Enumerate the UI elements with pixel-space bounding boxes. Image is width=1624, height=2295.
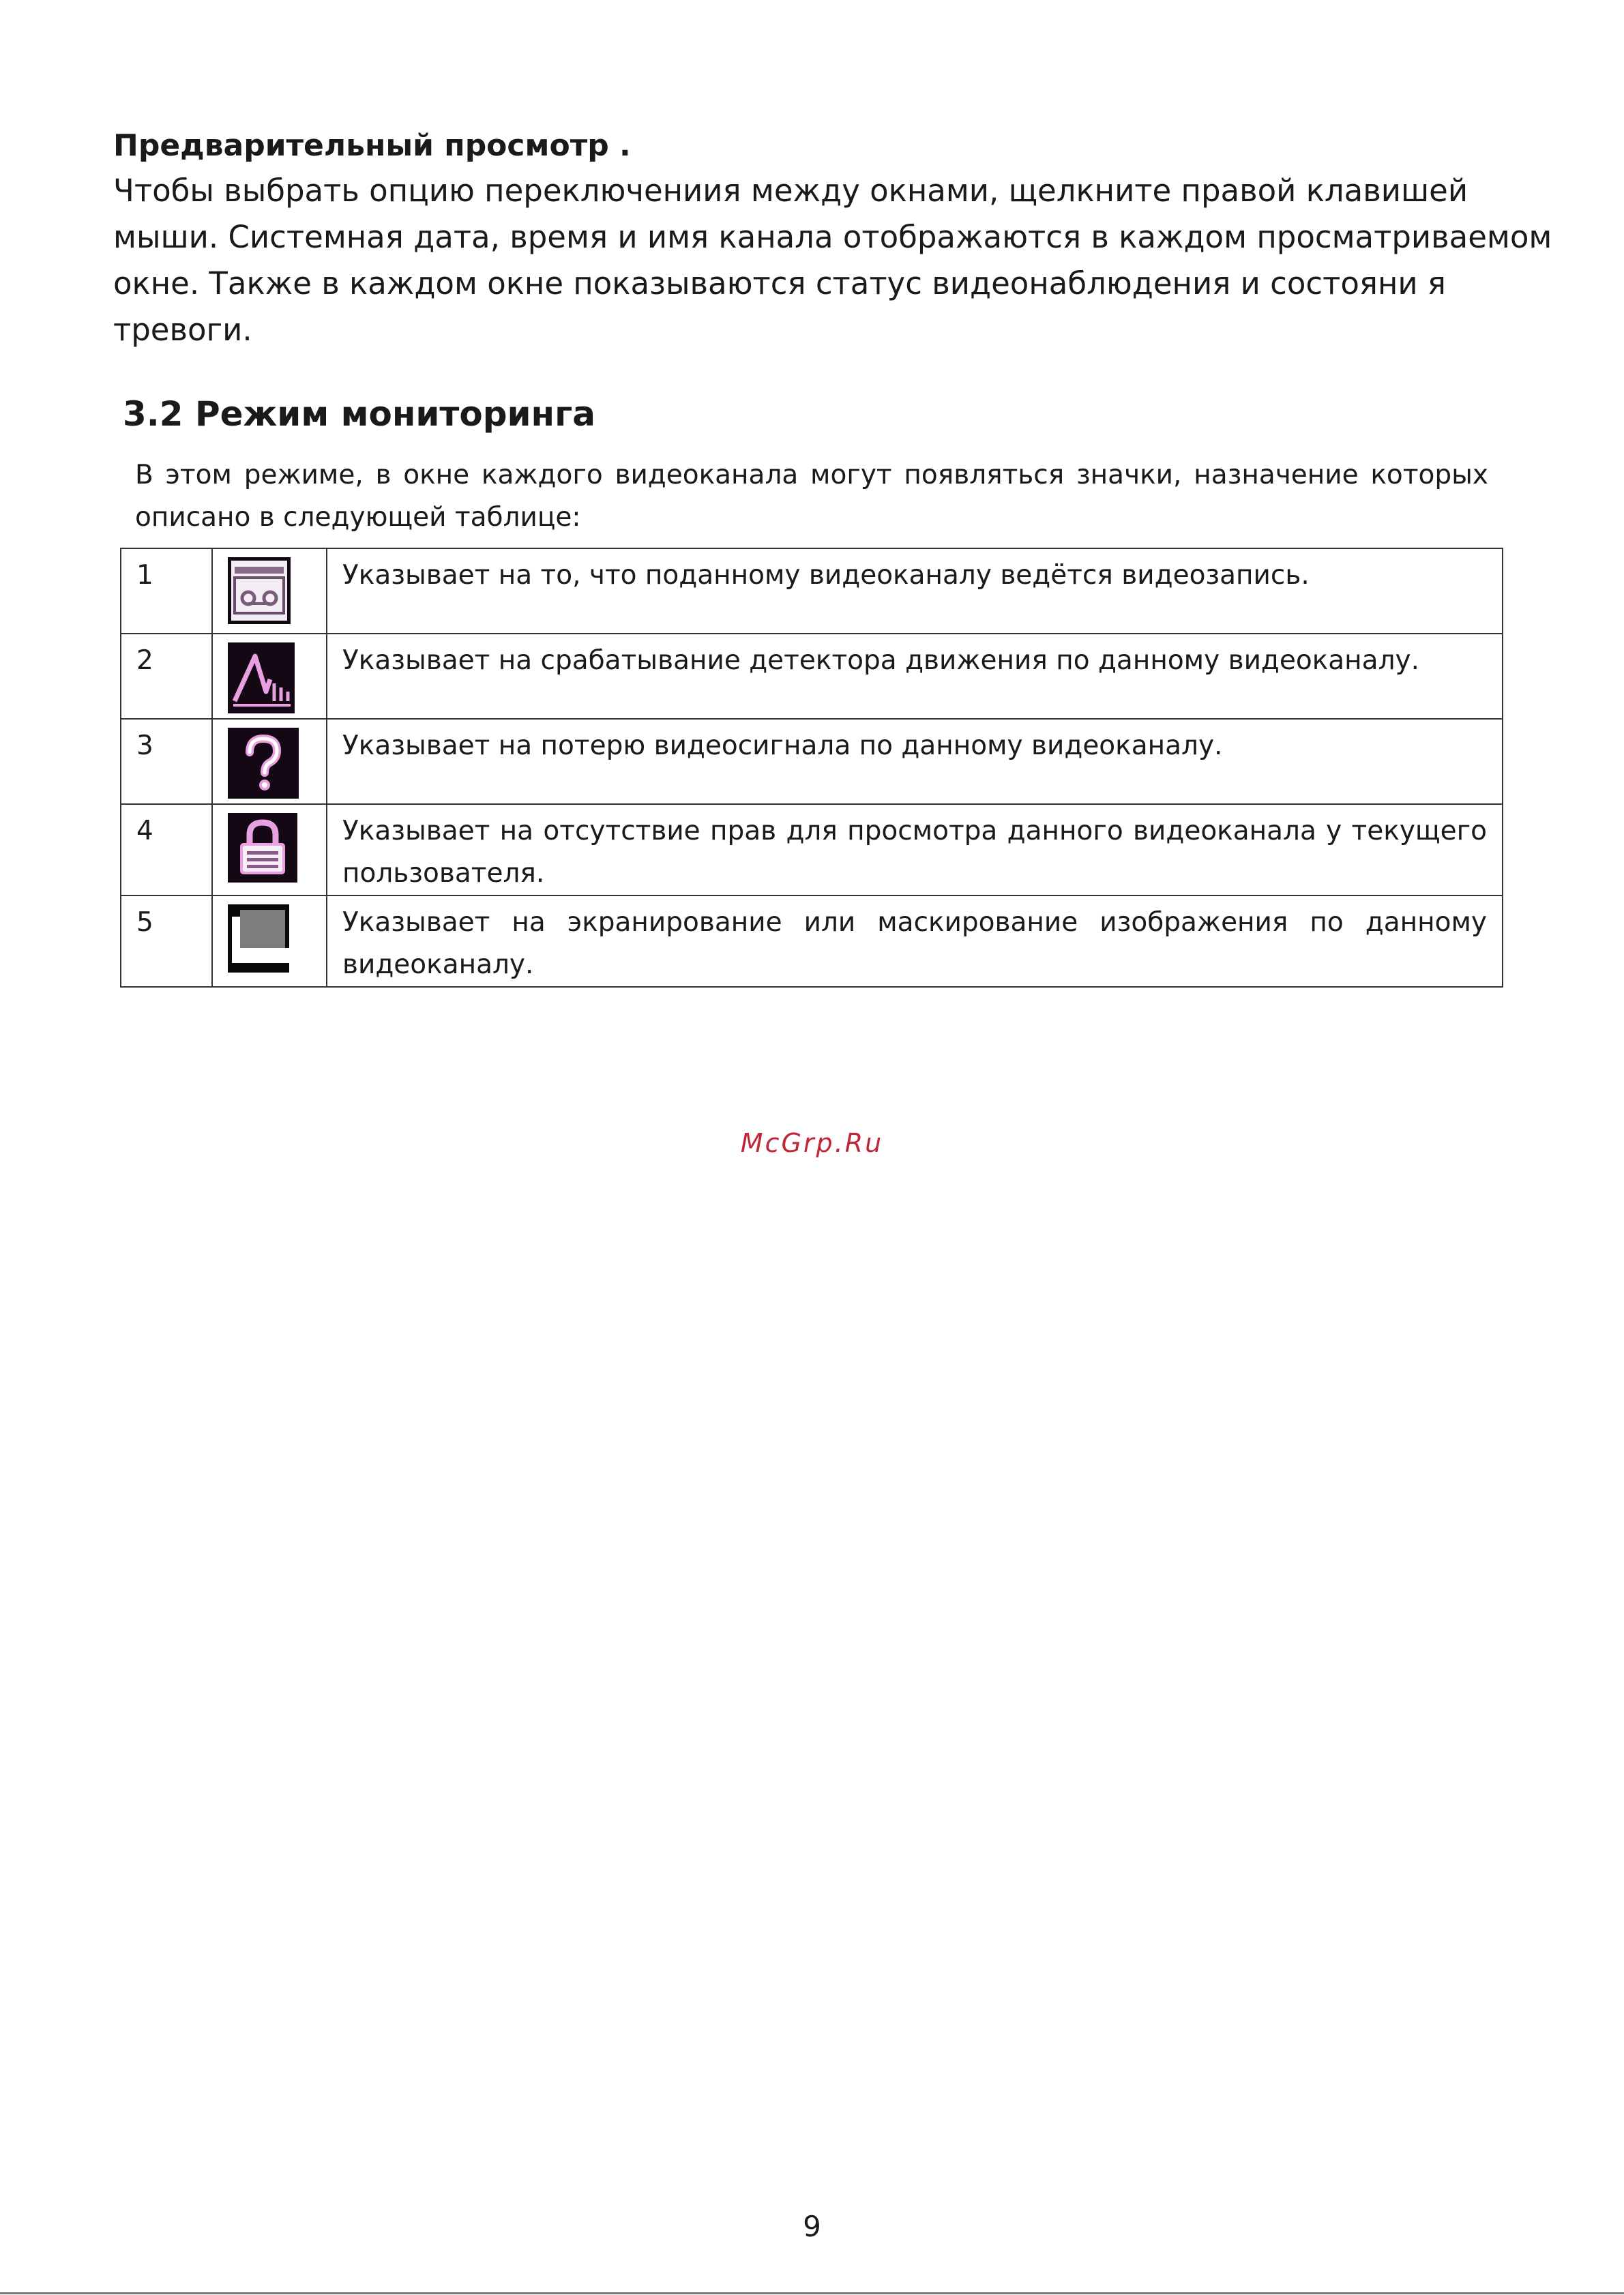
icon-table (120, 548, 1503, 988)
lock-icon (228, 813, 297, 883)
mask-icon (228, 904, 289, 973)
section-title: 3.2 Режим мониторинга (123, 394, 595, 434)
watermark: McGrp.Ru (740, 1128, 884, 1158)
row-description: Указывает на то, что поданному видеоканалу ведётся видеозапись. (342, 560, 1310, 591)
row-description-cell (327, 634, 1503, 719)
row-description: Указывает на экранирование или маскирование изображения по данному видеоканалу. (342, 907, 1487, 980)
table-row (121, 719, 1503, 804)
motion-detection-icon (228, 642, 295, 713)
table-row (121, 548, 1503, 634)
bottom-rule (0, 2292, 1624, 2294)
row-number-cell (121, 895, 212, 987)
preview-heading: Предварительный просмотр . (113, 128, 631, 163)
row-icon-cell (212, 634, 327, 719)
row-number: 3 (136, 730, 153, 761)
row-number-cell (121, 719, 212, 804)
page-number: 9 (803, 2210, 821, 2243)
row-number-cell (121, 634, 212, 719)
row-icon-cell (212, 719, 327, 804)
row-icon-cell (212, 804, 327, 895)
row-number: 1 (136, 560, 153, 591)
preview-paragraph: Чтобы выбрать опцию переключениия между окнами, щелкните правой клавишей мыши. Системная дата, время и имя канала отображаются в каждом просматриваемом окне. Также в каждом окне показываются статус видеонаблюдения и состояни я тревоги. (113, 173, 1552, 348)
video-loss-icon (228, 728, 299, 799)
row-description: Указывает на отсутствие прав для просмотра данного видеоканала у текущего пользователя. (342, 816, 1487, 889)
row-number-cell (121, 804, 212, 895)
row-description-cell (327, 548, 1503, 634)
section-description: В этом режиме, в окне каждого видеоканала могут появляться значки, назначение которых описано в следующей таблице: (135, 460, 1488, 533)
row-description-cell (327, 804, 1503, 895)
recording-icon (228, 557, 291, 624)
row-description-cell (327, 895, 1503, 987)
row-description-cell (327, 719, 1503, 804)
table-row (121, 804, 1503, 895)
row-number: 4 (136, 816, 153, 846)
row-number: 2 (136, 645, 153, 676)
row-icon-cell (212, 548, 327, 634)
row-description: Указывает на срабатывание детектора движения по данному видеоканалу. (342, 645, 1419, 676)
table-row (121, 634, 1503, 719)
row-number: 5 (136, 907, 153, 938)
row-description: Указывает на потерю видеосигнала по данному видеоканалу. (342, 730, 1223, 761)
table-row (121, 895, 1503, 987)
row-icon-cell (212, 895, 327, 987)
row-number-cell (121, 548, 212, 634)
